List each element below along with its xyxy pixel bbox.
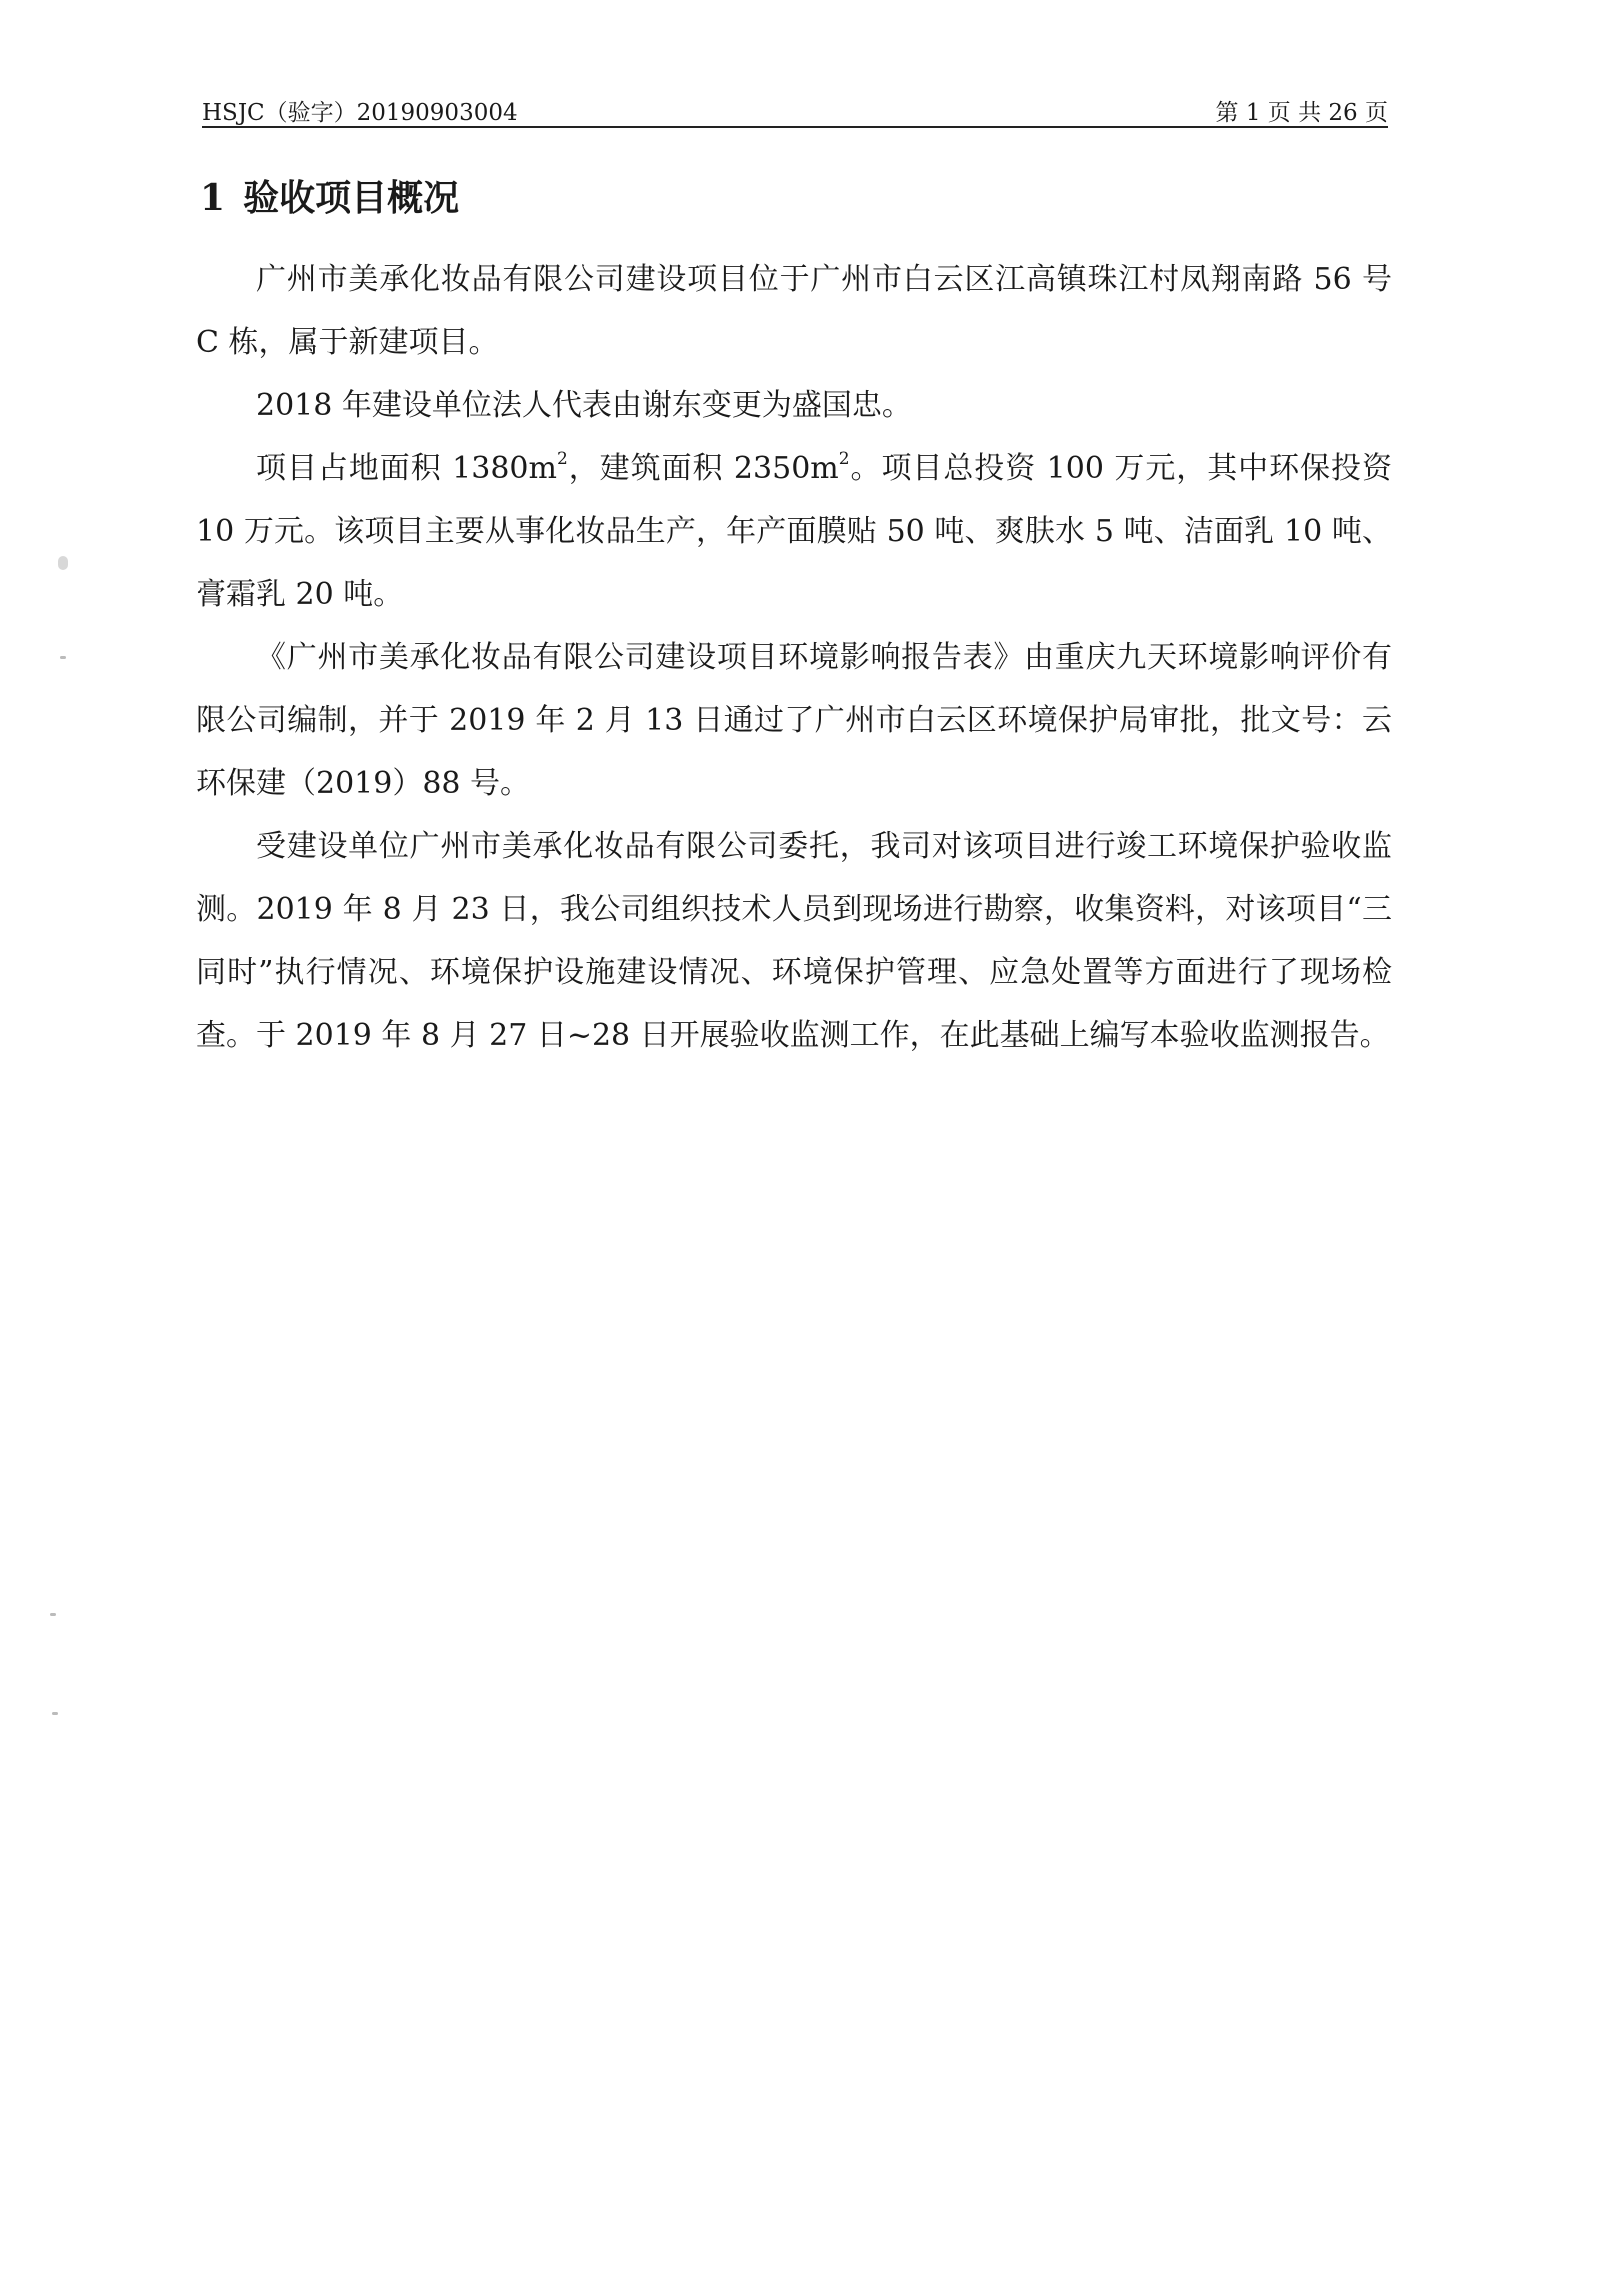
section-heading: [200, 170, 459, 221]
document-number: HSJC（验字）20190903004: [202, 100, 518, 126]
scan-mark: [52, 1712, 58, 1715]
page-header: [202, 92, 1388, 128]
scan-mark: [60, 656, 66, 659]
paragraph-monitoring: 受建设单位广州市美承化妆品有限公司委托，我司对该项目进行竣工环境保护验收监测。2019 年 8 月 23 日，我公司组织技术人员到现场进行勘察，收集资料，对该项目“三同时”执行情况、环境保护设施建设情况、环境保护管理、应急处置等方面进行了现场检查。于 2019 年 8 月 27 日~28 日开展验收监测工作，在此基础上编写本验收监测报告。: [196, 829, 1392, 1053]
superscript: 2: [838, 449, 850, 469]
page-indicator: 第 1 页 共 26 页: [1215, 100, 1388, 126]
superscript: 2: [556, 449, 568, 469]
paragraph-scale-part: 项目占地面积 1380m: [256, 451, 557, 486]
paragraph-eia-approval: 《广州市美承化妆品有限公司建设项目环境影响报告表》由重庆九天环境影响评价有限公司编制，并于 2019 年 2 月 13 日通过了广州市白云区环境保护局审批，批文号：云环保建（2019）88 号。: [196, 640, 1392, 801]
scan-mark: [58, 556, 68, 570]
paragraph-scale-part: 。项目总投资 100 万元，其中环保投资 10 万元。该项目主要从事化妆品生产，年产面膜贴 50 吨、爽肤水 5 吨、洁面乳 10 吨、膏霜乳 20 吨。: [196, 451, 1392, 612]
paragraph-scale-part: ，建筑面积 2350m: [567, 451, 839, 486]
section-number: 1: [200, 177, 226, 219]
section-body: [196, 248, 1392, 1067]
scan-mark: [50, 1613, 56, 1616]
paragraph-location: 广州市美承化妆品有限公司建设项目位于广州市白云区江高镇珠江村凤翔南路 56 号 C 栋，属于新建项目。: [196, 262, 1392, 360]
paragraph-scale: [196, 437, 1392, 626]
paragraph-legal-representative: 2018 年建设单位法人代表由谢东变更为盛国忠。: [256, 388, 912, 423]
section-title-text: 验收项目概况: [243, 178, 460, 219]
